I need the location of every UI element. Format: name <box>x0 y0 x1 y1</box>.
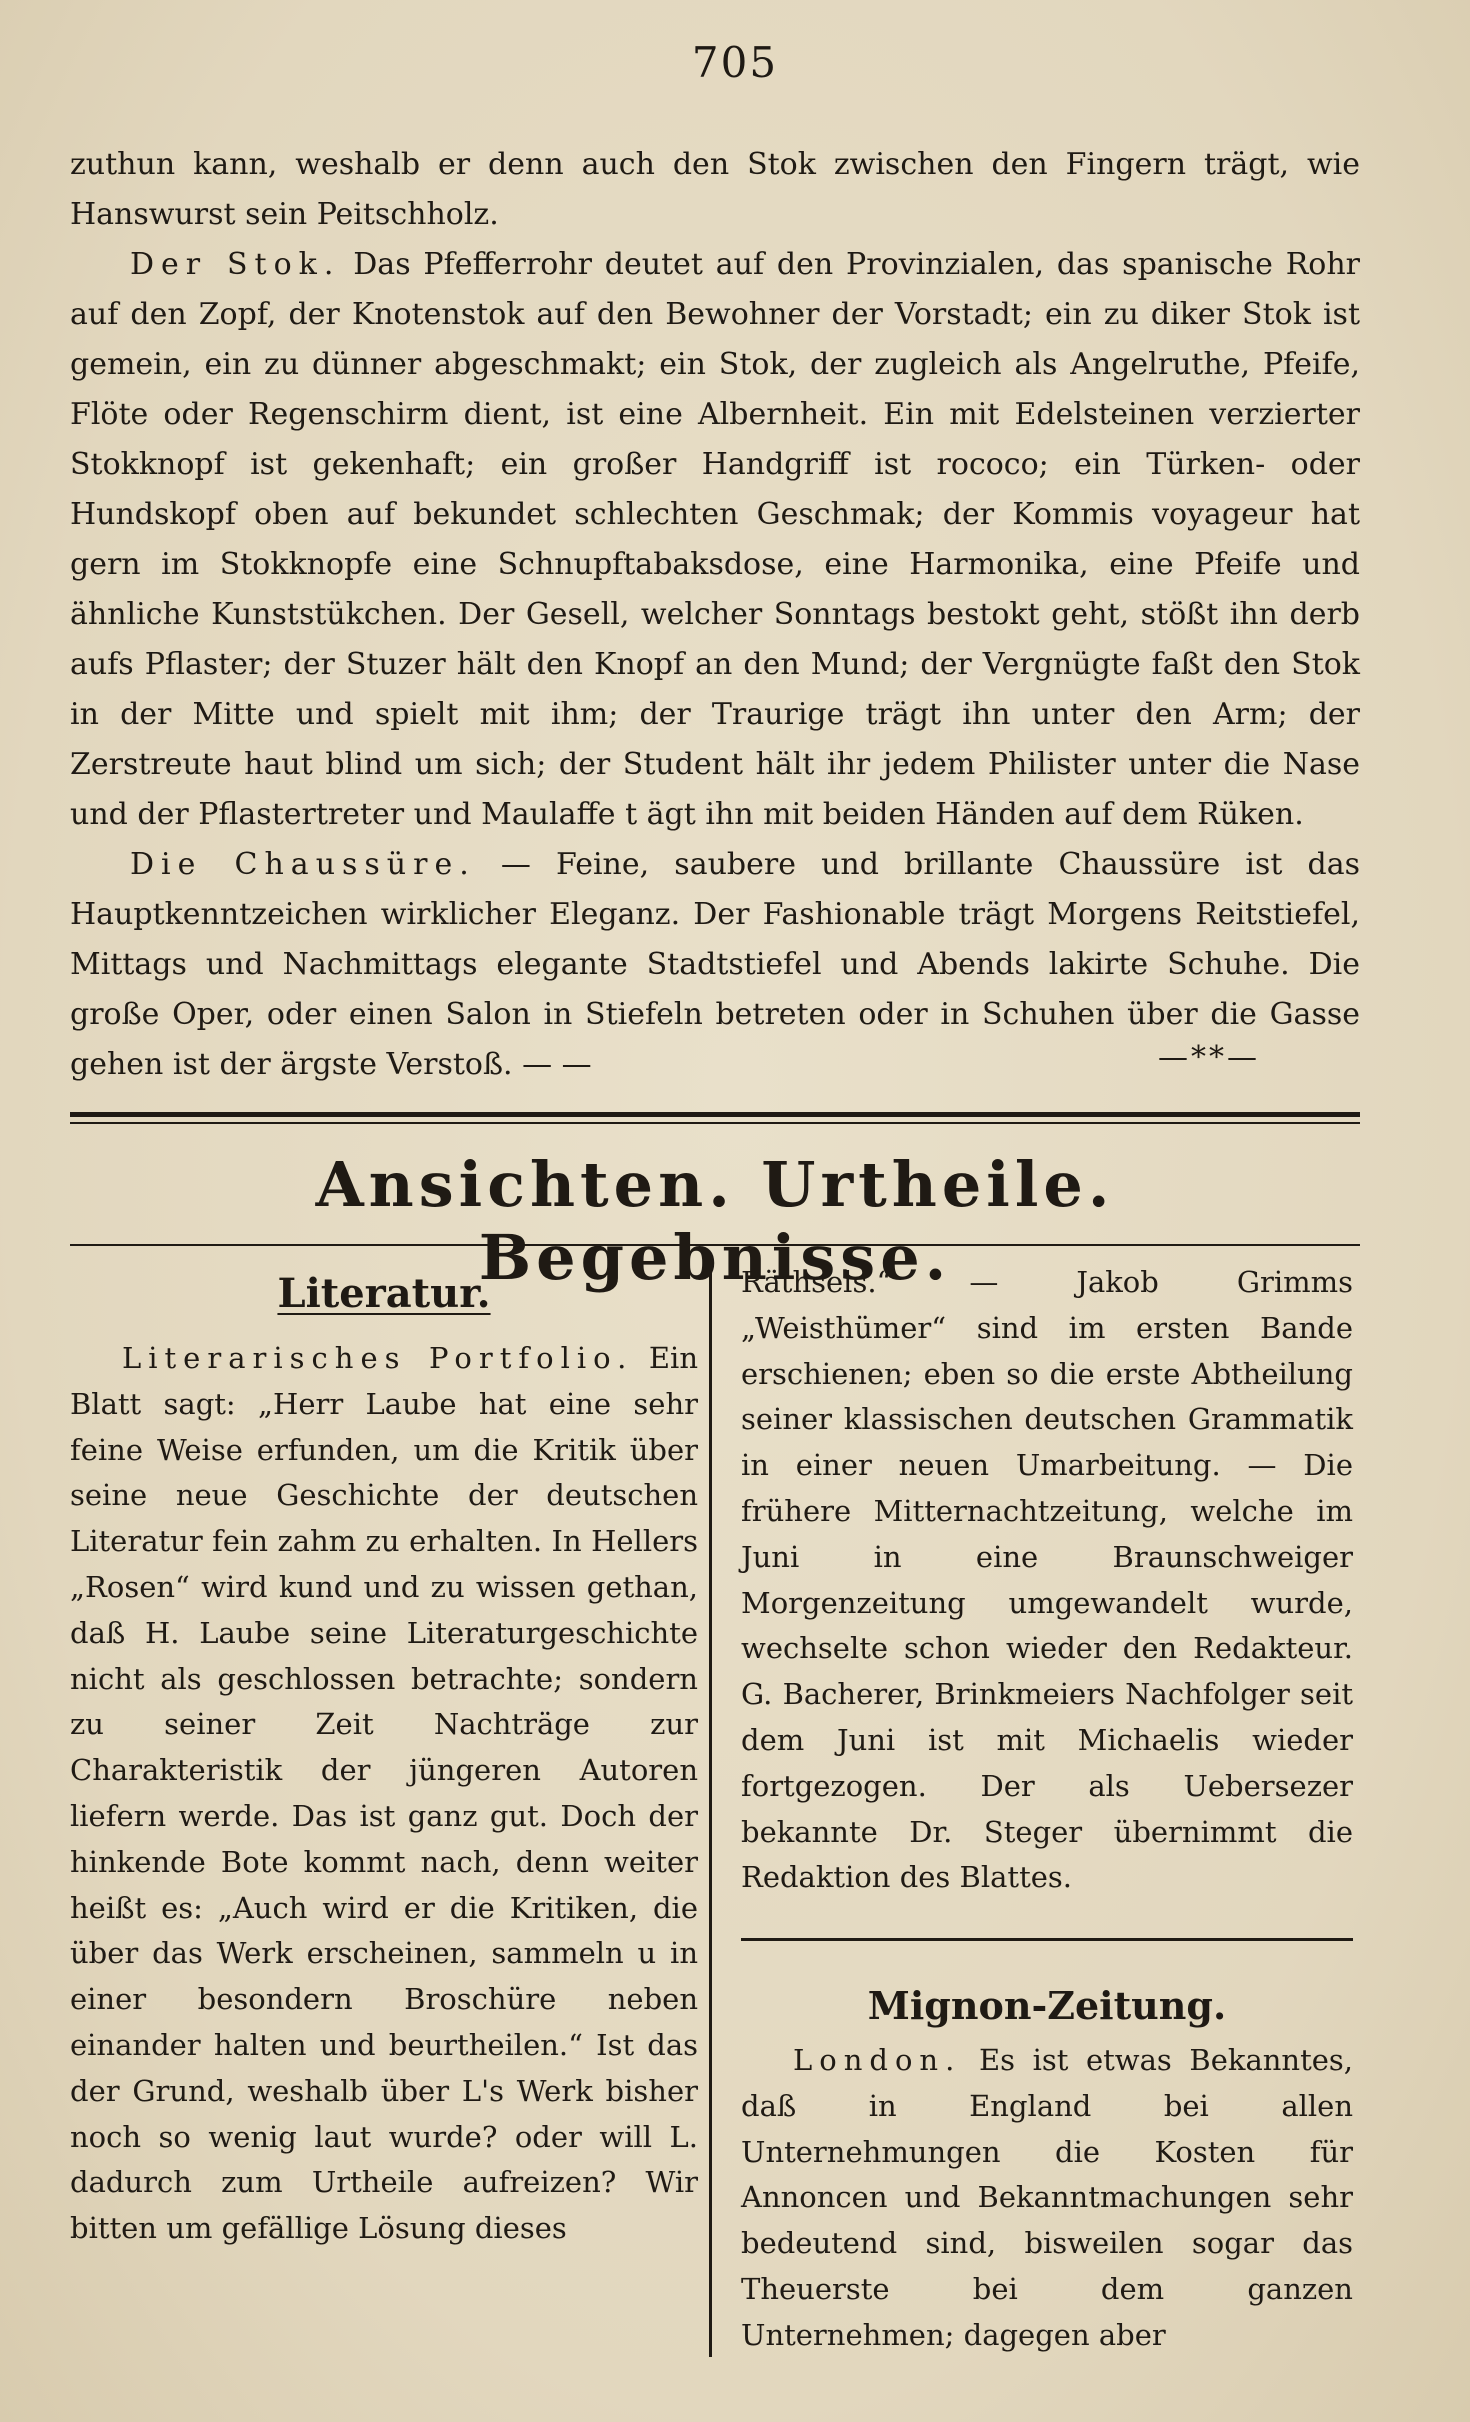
mignon-heading: Mignon-Zeitung. <box>867 1983 1227 2028</box>
london-paragraph <box>741 2038 1353 2359</box>
stok-paragraph <box>70 240 1360 840</box>
article-divider <box>741 1938 1353 1941</box>
portfolio-label: Literarisches Portfolio. <box>122 1341 634 1375</box>
right-column-top <box>741 1260 1353 1901</box>
top-article <box>70 140 1360 1090</box>
right-column-bottom <box>741 2038 1353 2359</box>
london-label: London. <box>793 2043 962 2077</box>
stok-label: Der Stok. <box>130 247 341 282</box>
literatur-heading: Literatur. <box>277 1270 491 1317</box>
chaussure-text: — Feine, saubere und brillante Chaussüre ist das Hauptkenntzeichen wirklicher Eleganz. Der Fashionable trägt Morgens Reitstiefel, Mittags und Nachmittags elegante Stadtstiefel und Abends lakirte Schuhe. Die große Oper, oder einen Salon in Stiefeln betreten oder in Schuhen über die Gasse gehen ist der ärgste Verstoß. — — <box>70 847 1360 1082</box>
section-rule-top-thin <box>70 1122 1360 1124</box>
author-signature: —**— <box>1158 1040 1260 1075</box>
portfolio-paragraph <box>70 1336 698 2252</box>
stok-text: Das Pfefferrohr deutet auf den Provinzialen, das spanische Rohr auf den Zopf, der Knotenstok auf den Bewohner der Vorstadt; ein zu diker Stok ist gemein, ein zu dünner abgeschmakt; ein Stok, der zugleich als Angelruthe, Pfeife, Flöte oder Regenschirm dient, ist eine Albernheit. Ein mit Edelsteinen verzierter Stokknopf ist gekenhaft; ein großer Handgriff ist rococo; ein Türken- oder Hundskopf oben auf bekundet schlechten Geschmak; der Kommis voyageur hat gern im Stokknopfe eine Schnupftabaksdose, eine Harmonika, eine Pfeife und ähnliche Kunststükchen. Der Gesell, welcher Sonntags bestokt geht, stößt ihn derb aufs Pflaster; der Stuzer hält den Knopf an den Mund; der Vergnügte faßt den Stok in der Mitte und spielt mit ihm; der Traurige trägt ihn unter den Arm; der Zerstreute haut blind um sich; der Student hält ihr jedem Philister unter die Nase und der Pflastertreter und Maulaffe t ägt ihn mit beiden Händen auf dem Rüken. <box>70 247 1361 832</box>
portfolio-text: Ein Blatt sagt: „Herr Laube hat eine sehr feine Weise erfunden, um die Kritik über seine neue Geschichte der deutschen Literatur fein zahm zu erhalten. In Hellers „Rosen“ wird kund und zu wissen gethan, daß H. Laube seine Literaturgeschichte nicht als geschlossen betrachte; sondern zu seiner Zeit Nachträge zur Charakteristik der jüngeren Autoren liefern werde. Das ist ganz gut. Doch der hinkende Bote kommt nach, denn weiter heißt es: „Auch wird er die Kritiken, die über das Werk erscheinen, sammeln u in einer besondern Broschüre neben einander halten und beurtheilen.“ Ist das der Grund, weshalb über L's Werk bisher noch so wenig laut wurde? oder will L. dadurch zum Urtheile aufreizen? Wir bitten um gefällige Lösung dieses <box>70 1341 698 2246</box>
london-text: Es ist etwas Bekanntes, daß in England bei allen Unternehmungen die Kosten für Annoncen und Bekanntmachungen sehr bedeutend sind, bisweilen sogar das Theuerste bei dem ganzen Unternehmen; dagegen aber <box>741 2043 1354 2352</box>
continued-paragraph: zuthun kann, weshalb er denn auch den Stok zwischen den Fingern trägt, wie Hanswurst sein Peitschholz. <box>70 147 1360 232</box>
section-title: Ansichten. Urtheile. Begebnisse. <box>315 1148 1115 1294</box>
literatur-continuation: Räthsels.“ — Jakob Grimms „Weisthümer“ sind im ersten Bande erschienen; eben so die erste Abtheilung seiner klassischen deutschen Grammatik in einer neuen Umarbeitung. — Die frühere Mitternachtzeitung, welche im Juni in eine Braunschweiger Morgenzeitung umgewandelt wurde, wechselte schon wieder den Redakteur. G. Bacherer, Brinkmeiers Nachfolger seit dem Juni ist mit Michaelis wieder fortgezogen. Der als Uebersezer bekannte Dr. Steger übernimmt die Redaktion des Blattes. <box>741 1265 1353 1895</box>
page-number: 705 <box>691 38 779 87</box>
section-rule-top <box>70 1112 1360 1117</box>
section-rule-bottom <box>70 1244 1360 1246</box>
left-column <box>70 1336 698 2252</box>
column-divider <box>709 1262 712 2357</box>
chaussure-label: Die Chaussüre. <box>130 847 476 882</box>
